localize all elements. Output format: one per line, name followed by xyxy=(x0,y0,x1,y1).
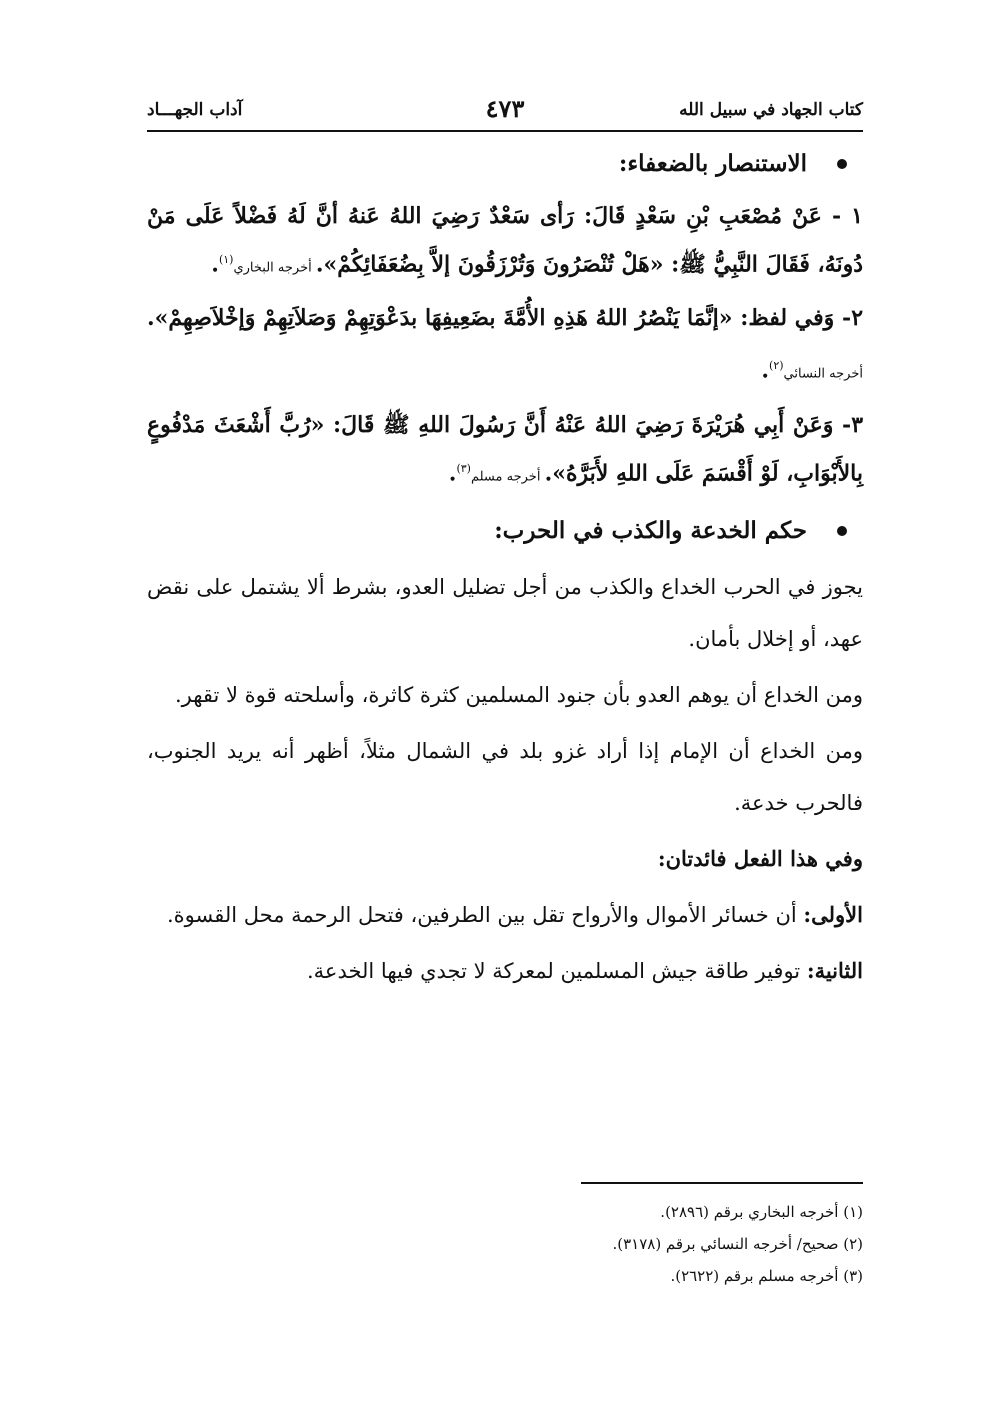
footnote-ref[interactable]: (١) xyxy=(218,253,234,266)
hadith-text: وَعَنْ أَبِي هُرَيْرَةَ رَضِيَ اللهُ عَنْهُ أَنَّ رَسُولَ اللهِ ﷺ قَالَ: «رُبَّ أَشْعَثَ مَدْفُوعٍ بِالأَبْوَابِ، لَوْ أَقْسَمَ عَلَى اللهِ لأَبَرَّهُ». xyxy=(147,411,863,486)
hadith-text: عَنْ مُصْعَبِ بْنِ سَعْدٍ قَالَ: رَأى سَعْدٌ رَضِيَ اللهُ عَنهُ أنَّ لَهُ فَضْلاً عَلَى مَنْ دُونَهُ، فَقَالَ النَّبِيُّ ﷺ: «هَلْ تُنْصَرُونَ وَتُرْزَقُونَ إلاَّ بِضُعَفَائِكُمْ». xyxy=(147,203,863,278)
benefit-text: أن خسائر الأموال والأرواح تقل بين الطرفين، فتحل الرحمة محل القسوة. xyxy=(166,902,804,927)
section-heading-text: حكم الخدعة والكذب في الحرب: xyxy=(494,516,807,544)
bullet-icon xyxy=(837,526,847,536)
benefit-second xyxy=(147,945,863,997)
page-body xyxy=(147,138,863,1001)
footnote-1: (١) أخرجه البخاري برقم (٢٨٩٦). xyxy=(660,1203,863,1221)
chapter-title: آداب الجهـــاد xyxy=(147,100,243,120)
hadith-number: ١ - xyxy=(821,203,863,229)
hadith-text: وَفي لفظ: «إنَّمَا يَنْصُرُ اللهُ هَذِهِ الأُمَّةَ بضَعِيفِهَا بدَعْوَتِهِمْ وَصَلاَتِهِمْ وَإخْلاَصِهِمْ». xyxy=(147,305,835,332)
benefit-label: الأولى: xyxy=(803,901,863,927)
footnote-ref[interactable]: (٢) xyxy=(769,359,784,373)
footnotes xyxy=(147,1196,863,1292)
benefit-text: توفير طاقة جيش المسلمين لمعركة لا تجدي فيها الخدعة. xyxy=(306,958,807,983)
paragraph: يجوز في الحرب الخداع والكذب من أجل تضليل العدو، بشرط ألا يشتمل على نقض عهد، أو إخلال بأمان. xyxy=(147,574,863,651)
paragraph: ومن الخداع أن يوهم العدو بأن جنود المسلمين كثرة كاثرة، وأسلحته قوة لا تقهر. xyxy=(174,682,863,707)
page-number: ٤٧٣ xyxy=(485,94,525,123)
hadith-number: ٣- xyxy=(833,411,864,438)
subheading: وفي هذا الفعل فائدتان: xyxy=(657,845,863,871)
hadith-3: ٣- وَعَنْ أَبِي هُرَيْرَةَ رَضِيَ اللهُ عَنْهُ أَنَّ رَسُولَ اللهِ ﷺ قَالَ: «رُبَّ أَشْعَثَ مَدْفُوعٍ بِالأَبْوَابِ، لَوْ أَقْسَمَ عَلَى اللهِ لأَبَرَّهُ». أخرجه مسلم$^{(٣)}$. xyxy=(147,411,864,486)
paragraph: ومن الخداع أن الإمام إذا أراد غزو بلد في الشمال مثلاً، أظهر أنه يريد الجنوب، فالحرب خدعة. xyxy=(147,738,863,815)
book-title: كتاب الجهاد في سبيل الله xyxy=(679,100,863,120)
benefit-first xyxy=(147,889,863,941)
hadith-1: ١ - عَنْ مُصْعَبِ بْنِ سَعْدٍ قَالَ: رَأى سَعْدٌ رَضِيَ اللهُ عَنهُ أنَّ لَهُ فَضْلاً عَلَى مَنْ دُونَهُ، فَقَالَ النَّبِيُّ ﷺ: «هَلْ تُنْصَرُونَ وَتُرْزَقُونَ إلاَّ بِضُعَفَائِكُمْ». أخرجه البخاري$^{(١)}$. xyxy=(147,203,863,278)
hadith-source: أخرجه مسلم xyxy=(470,468,545,484)
footnote-3: (٣) أخرجه مسلم برقم (٢٦٢٢). xyxy=(670,1267,863,1285)
page-header xyxy=(147,96,863,132)
hadith-number: ٢- xyxy=(834,305,864,332)
benefit-label: الثانية: xyxy=(806,957,863,983)
hadith-source: أخرجه النسائي xyxy=(783,366,863,382)
section-heading-deception-in-war xyxy=(147,505,863,557)
hadith-source: أخرجه البخاري xyxy=(233,260,316,276)
footnote-ref[interactable]: (٣) xyxy=(456,461,471,475)
footnote-2: (٢) صحيح/ أخرجه النسائي برقم (٣١٧٨). xyxy=(612,1235,863,1253)
section-heading-text: الاستنصار بالضعفاء: xyxy=(618,150,807,177)
hadith-2: ٢- وَفي لفظ: «إنَّمَا يَنْصُرُ اللهُ هَذِهِ الأُمَّةَ بضَعِيفِهَا بدَعْوَتِهِمْ وَصَلاَتِهِمْ وَإخْلاَصِهِمْ». أخرجه النسائي$^{(٢)}$. xyxy=(147,305,864,384)
bullet-icon xyxy=(837,159,847,169)
header-divider xyxy=(147,130,863,132)
footnote-divider xyxy=(581,1182,863,1184)
section-heading-seeking-victory xyxy=(147,138,863,190)
